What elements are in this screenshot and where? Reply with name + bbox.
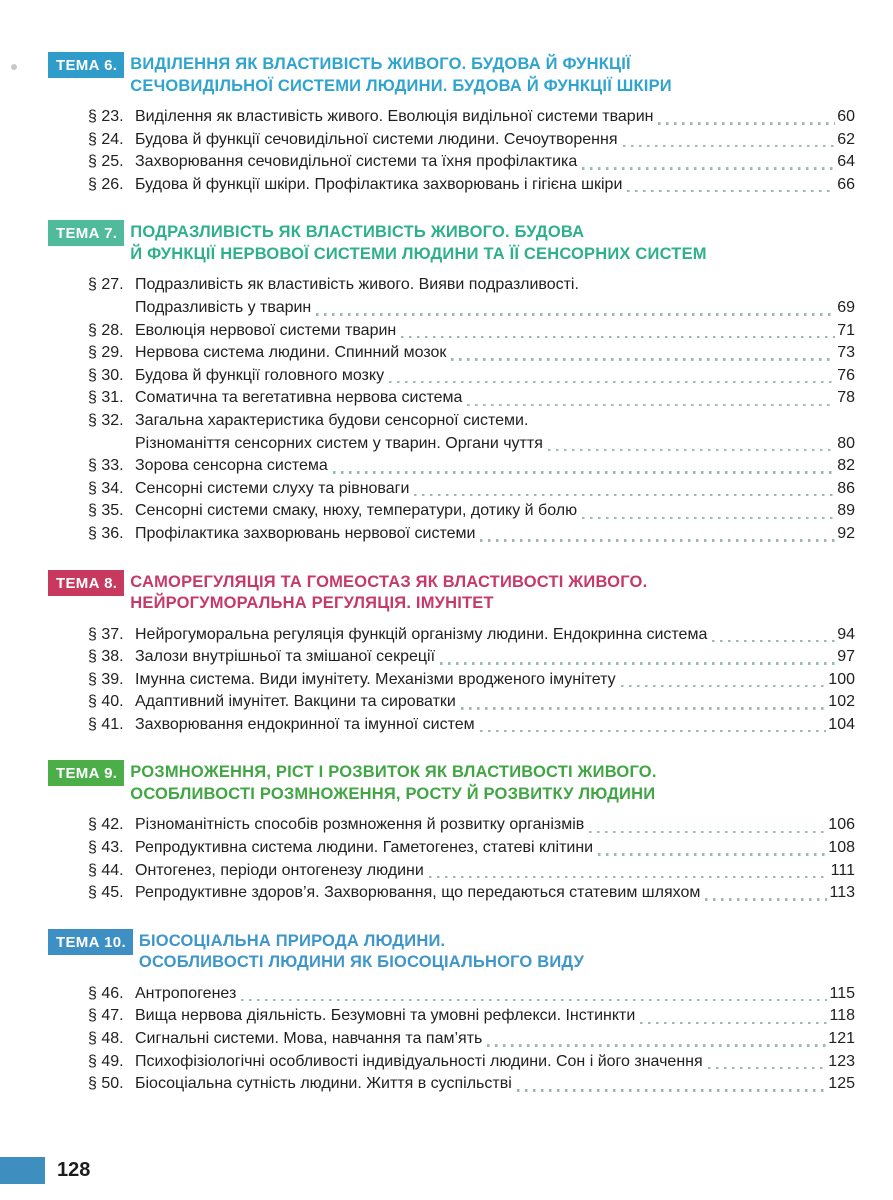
toc-entry — [88, 1028, 855, 1051]
toc-entry — [88, 837, 855, 860]
dot-leader — [623, 145, 836, 147]
toc-section-5 — [48, 929, 855, 1096]
dot-leader — [705, 898, 827, 900]
section-title-line: САМОРЕГУЛЯЦІЯ ТА ГОМЕОСТАЗ ЯК ВЛАСТИВОСТІ ЖИВОГО. — [130, 572, 648, 591]
entry-page-number: 125 — [828, 1075, 855, 1093]
toc-entry — [88, 860, 855, 883]
entry-page-number: 106 — [828, 816, 855, 834]
footer-page-number: 128 — [57, 1159, 91, 1181]
entry-text: Загальна характеристика будови сенсорної системи. — [135, 411, 529, 429]
dot-leader — [627, 190, 835, 192]
entry-page-number: 100 — [828, 670, 855, 688]
entry-line — [135, 714, 855, 737]
toc-sections — [48, 52, 855, 1096]
entry-list — [88, 274, 855, 545]
entry-text: Нервова система людини. Спинний мозок — [135, 344, 447, 362]
entry-line — [135, 860, 855, 883]
entry-line — [135, 624, 855, 647]
entry-text: Захворювання сечовидільної системи та їхня профілактика — [135, 153, 578, 171]
entry-body — [135, 478, 855, 501]
entry-line — [135, 320, 855, 343]
entry-text: Профілактика захворювань нервової системи — [135, 524, 476, 542]
entry-line — [135, 297, 855, 320]
dot-leader — [712, 640, 835, 642]
entry-number: § 28. — [88, 321, 124, 339]
entry-page-number: 80 — [837, 434, 855, 452]
entry-line — [135, 478, 855, 501]
dot-leader — [461, 707, 826, 709]
toc-section-4 — [48, 760, 855, 904]
entry-text: Антропогенез — [135, 984, 237, 1002]
toc-entry — [88, 387, 855, 410]
dot-leader — [658, 122, 835, 124]
entry-body — [135, 882, 855, 905]
entry-number: § 23. — [88, 108, 124, 125]
entry-number: § 26. — [88, 175, 124, 193]
entry-number: § 32. — [88, 411, 124, 429]
toc-entry — [88, 410, 855, 455]
entry-line — [135, 433, 855, 456]
entry-body — [135, 455, 855, 478]
entry-page-number: 104 — [828, 715, 855, 733]
footer-page-marker — [0, 1157, 45, 1184]
toc-entry — [88, 1073, 855, 1096]
toc-entry — [88, 478, 855, 501]
entry-text: Зорова сенсорна система — [135, 457, 328, 475]
entry-line — [135, 646, 855, 669]
toc-entry — [88, 320, 855, 343]
toc-entry — [88, 1005, 855, 1028]
entry-text: Еволюція нервової системи тварин — [135, 321, 397, 339]
entry-body — [135, 714, 855, 737]
toc-entry — [88, 500, 855, 523]
entry-page-number: 71 — [837, 321, 855, 339]
dot-leader — [640, 1022, 827, 1024]
entry-page-number: 121 — [828, 1030, 855, 1048]
entry-line — [135, 129, 855, 152]
dot-leader — [582, 167, 835, 169]
entry-text: Адаптивний імунітет. Вакцини та сироватки — [135, 693, 456, 711]
entry-page-number: 66 — [837, 175, 855, 193]
entry-page-number: 115 — [829, 984, 855, 1002]
dot-leader — [467, 404, 835, 406]
entry-text: Будова й функції шкіри. Профілактика захворювань і гігієна шкіри — [135, 175, 623, 193]
entry-body — [135, 320, 855, 343]
dot-leader — [429, 876, 829, 878]
theme-badge: ТЕМА 9. — [48, 760, 124, 786]
entry-number: § 50. — [88, 1075, 124, 1093]
toc-entry — [88, 624, 855, 647]
section-title — [130, 220, 706, 265]
entry-body — [135, 129, 855, 152]
entry-text: Подразливість як властивість живого. Вияви подразливості. — [135, 276, 579, 294]
dot-leader — [621, 685, 827, 687]
entry-page-number: 118 — [829, 1007, 855, 1025]
entry-body — [135, 624, 855, 647]
entry-text: Сигнальні системи. Мова, навчання та пам’ять — [135, 1030, 483, 1048]
entry-number: § 43. — [88, 839, 124, 857]
entry-page-number: 69 — [837, 298, 855, 316]
entry-body — [135, 646, 855, 669]
toc-entry — [88, 714, 855, 737]
section-title — [130, 760, 656, 805]
toc-entry — [88, 151, 855, 174]
entry-list — [88, 814, 855, 904]
entry-number: § 47. — [88, 1007, 124, 1025]
dot-leader — [589, 831, 826, 833]
entry-body — [135, 106, 855, 129]
entry-number: § 49. — [88, 1052, 124, 1070]
entry-text: Виділення як властивість живого. Еволюція видільної системи тварин — [135, 108, 654, 125]
entry-number: § 45. — [88, 884, 124, 902]
entry-line — [135, 1005, 855, 1028]
toc-section-1 — [48, 52, 855, 196]
entry-line — [135, 410, 855, 433]
toc-entry — [88, 365, 855, 388]
theme-badge: ТЕМА 7. — [48, 220, 124, 246]
entry-body — [135, 365, 855, 388]
entry-body — [135, 410, 855, 455]
scan-speck — [11, 64, 17, 70]
entry-line — [135, 669, 855, 692]
section-title-line: БІОСОЦІАЛЬНА ПРИРОДА ЛЮДИНИ. — [138, 931, 446, 950]
dot-leader — [548, 449, 835, 451]
entry-page-number: 111 — [830, 861, 855, 879]
entry-text: Репродуктивне здоров’я. Захворювання, що передаються статевим шляхом — [135, 884, 701, 902]
entry-line — [135, 1028, 855, 1051]
entry-line — [135, 151, 855, 174]
entry-line — [135, 455, 855, 478]
entry-line — [135, 500, 855, 523]
entry-body — [135, 387, 855, 410]
entry-body — [135, 1028, 855, 1051]
entry-body — [135, 1051, 855, 1074]
entry-number: § 48. — [88, 1030, 124, 1048]
entry-number: § 44. — [88, 861, 124, 879]
toc-entry — [88, 1051, 855, 1074]
entry-body — [135, 691, 855, 714]
entry-number: § 37. — [88, 625, 124, 643]
entry-text: Вища нервова діяльність. Безумовні та умовні рефлекси. Інстинкти — [135, 1007, 636, 1025]
section-title-line: ОСОБЛИВОСТІ РОЗМНОЖЕННЯ, РОСТУ Й РОЗВИТКУ ЛЮДИНИ — [130, 784, 656, 803]
entry-number: § 36. — [88, 524, 124, 542]
entry-line — [135, 1073, 855, 1096]
entry-number: § 33. — [88, 457, 124, 475]
entry-body — [135, 814, 855, 837]
toc-entry — [88, 691, 855, 714]
theme-badge: ТЕМА 10. — [48, 929, 133, 955]
entry-list — [88, 624, 855, 737]
entry-page-number: 86 — [837, 479, 855, 497]
toc-section-2 — [48, 220, 855, 545]
entry-body — [135, 860, 855, 883]
entry-line — [135, 174, 855, 197]
entry-body — [135, 500, 855, 523]
entry-number: § 27. — [88, 276, 124, 294]
entry-text: Подразливість у тварин — [135, 298, 312, 316]
entry-text: Залози внутрішньої та змішаної секреції — [135, 648, 436, 666]
entry-number: § 39. — [88, 670, 124, 688]
dot-leader — [241, 999, 827, 1001]
entry-number: § 25. — [88, 153, 124, 171]
entry-page-number: 94 — [837, 625, 855, 643]
section-title-line: ОСОБЛИВОСТІ ЛЮДИНИ ЯК БІОСОЦІАЛЬНОГО ВИДУ — [138, 953, 585, 972]
entry-body — [135, 342, 855, 365]
entry-page-number: 108 — [828, 839, 855, 857]
section-title — [130, 52, 672, 97]
entry-page-number: 78 — [837, 389, 855, 407]
entry-number: § 46. — [88, 984, 124, 1002]
entry-body — [135, 1005, 855, 1028]
section-header — [48, 929, 855, 974]
section-title — [130, 570, 647, 615]
entry-line — [135, 365, 855, 388]
toc-entry — [88, 669, 855, 692]
toc-entry — [88, 342, 855, 365]
section-title-line: СЕЧОВИДІЛЬНОЇ СИСТЕМИ ЛЮДИНИ. БУДОВА Й ФУНКЦІЇ ШКІРИ — [130, 76, 672, 95]
entry-page-number: 113 — [829, 884, 855, 902]
entry-list — [88, 106, 855, 196]
entry-text: Будова й функції головного мозку — [135, 366, 385, 384]
entry-page-number: 82 — [837, 457, 855, 475]
entry-page-number: 76 — [837, 366, 855, 384]
entry-page-number: 64 — [837, 153, 855, 171]
section-header — [48, 52, 855, 97]
toc-section-3 — [48, 570, 855, 737]
entry-line — [135, 342, 855, 365]
entry-body — [135, 983, 855, 1006]
entry-number: § 40. — [88, 693, 124, 711]
entry-text: Сенсорні системи слуху та рівноваги — [135, 479, 410, 497]
dot-leader — [440, 662, 835, 664]
entry-text: Будова й функції сечовидільної системи людини. Сечоутворення — [135, 130, 618, 148]
dot-leader — [480, 539, 835, 541]
entry-text: Різноманіття сенсорних систем у тварин. Органи чуття — [135, 434, 543, 452]
entry-number: § 31. — [88, 389, 124, 407]
entry-line — [135, 837, 855, 860]
entry-text: Соматична та вегетативна нервова система — [135, 389, 463, 407]
entry-text: Біосоціальна сутність людини. Життя в суспільстві — [135, 1075, 512, 1093]
entry-page-number: 102 — [828, 693, 855, 711]
entry-body — [135, 174, 855, 197]
toc-entry — [88, 274, 855, 319]
toc-entry — [88, 814, 855, 837]
entry-number: § 24. — [88, 130, 124, 148]
entry-body — [135, 1073, 855, 1096]
entry-line — [135, 274, 855, 297]
section-title — [139, 929, 584, 974]
entry-line — [135, 106, 855, 129]
entry-page-number: 62 — [837, 130, 855, 148]
entry-number: § 34. — [88, 479, 124, 497]
entry-number: § 42. — [88, 816, 124, 834]
toc-entry — [88, 106, 855, 129]
entry-page-number: 73 — [837, 344, 855, 362]
theme-badge: ТЕМА 8. — [48, 570, 124, 596]
toc-entry — [88, 646, 855, 669]
entry-text: Захворювання ендокринної та імунної систем — [135, 715, 475, 733]
dot-leader — [333, 471, 835, 473]
dot-leader — [480, 730, 827, 732]
entry-line — [135, 983, 855, 1006]
toc-entry — [88, 882, 855, 905]
entry-number: § 29. — [88, 344, 124, 362]
entry-text: Нейрогуморальна регуляція функцій організму людини. Ендокринна система — [135, 625, 708, 643]
entry-number: § 41. — [88, 715, 124, 733]
entry-text: Репродуктивна система людини. Гаметогенез, статеві клітини — [135, 839, 594, 857]
entry-body — [135, 523, 855, 546]
entry-line — [135, 387, 855, 410]
section-header — [48, 570, 855, 615]
entry-number: § 35. — [88, 502, 124, 520]
entry-line — [135, 814, 855, 837]
theme-badge: ТЕМА 6. — [48, 52, 124, 78]
section-title-line: РОЗМНОЖЕННЯ, РІСТ І РОЗВИТОК ЯК ВЛАСТИВОСТІ ЖИВОГО. — [130, 763, 657, 782]
entry-line — [135, 882, 855, 905]
entry-page-number: 60 — [837, 108, 855, 125]
dot-leader — [389, 381, 835, 383]
entry-body — [135, 669, 855, 692]
toc-entry — [88, 129, 855, 152]
entry-text: Різноманітність способів розмноження й розвитку організмів — [135, 816, 585, 834]
section-title-line: ПОДРАЗЛИВІСТЬ ЯК ВЛАСТИВІСТЬ ЖИВОГО. БУДОВА — [130, 223, 585, 242]
dot-leader — [401, 336, 835, 338]
entry-page-number: 92 — [837, 524, 855, 542]
dot-leader — [451, 358, 835, 360]
entry-body — [135, 151, 855, 174]
toc-entry — [88, 983, 855, 1006]
dot-leader — [598, 853, 826, 855]
section-title-line: НЕЙРОГУМОРАЛЬНА РЕГУЛЯЦІЯ. ІМУНІТЕТ — [130, 594, 494, 612]
entry-number: § 30. — [88, 366, 124, 384]
toc-entry — [88, 523, 855, 546]
entry-number: § 38. — [88, 648, 124, 666]
dot-leader — [517, 1089, 827, 1091]
entry-page-number: 89 — [837, 502, 855, 520]
entry-text: Сенсорні системи смаку, нюху, температури, дотику й болю — [135, 502, 578, 520]
entry-list — [88, 983, 855, 1096]
dot-leader — [316, 313, 835, 315]
dot-leader — [708, 1067, 827, 1069]
entry-line — [135, 1051, 855, 1074]
entry-page-number: 123 — [828, 1052, 855, 1070]
toc-entry — [88, 174, 855, 197]
section-header — [48, 220, 855, 265]
entry-body — [135, 274, 855, 319]
entry-text: Імунна система. Види імунітету. Механізми вродженого імунітету — [135, 670, 616, 688]
toc-entry — [88, 455, 855, 478]
section-title-line: ВИДІЛЕННЯ ЯК ВЛАСТИВІСТЬ ЖИВОГО. БУДОВА Й ФУНКЦІЇ — [130, 55, 631, 73]
entry-line — [135, 691, 855, 714]
dot-leader — [414, 494, 835, 496]
dot-leader — [487, 1044, 826, 1046]
section-header — [48, 760, 855, 805]
section-title-line: Й ФУНКЦІЇ НЕРВОВОЇ СИСТЕМИ ЛЮДИНИ ТА ЇЇ СЕНСОРНИХ СИСТЕМ — [130, 244, 707, 263]
entry-text: Психофізіологічні особливості індивідуальності людини. Сон і його значення — [135, 1052, 703, 1070]
entry-text: Онтогенез, періоди онтогенезу людини — [135, 861, 424, 879]
entry-body — [135, 837, 855, 860]
dot-leader — [582, 517, 835, 519]
entry-page-number: 97 — [837, 648, 855, 666]
entry-line — [135, 523, 855, 546]
